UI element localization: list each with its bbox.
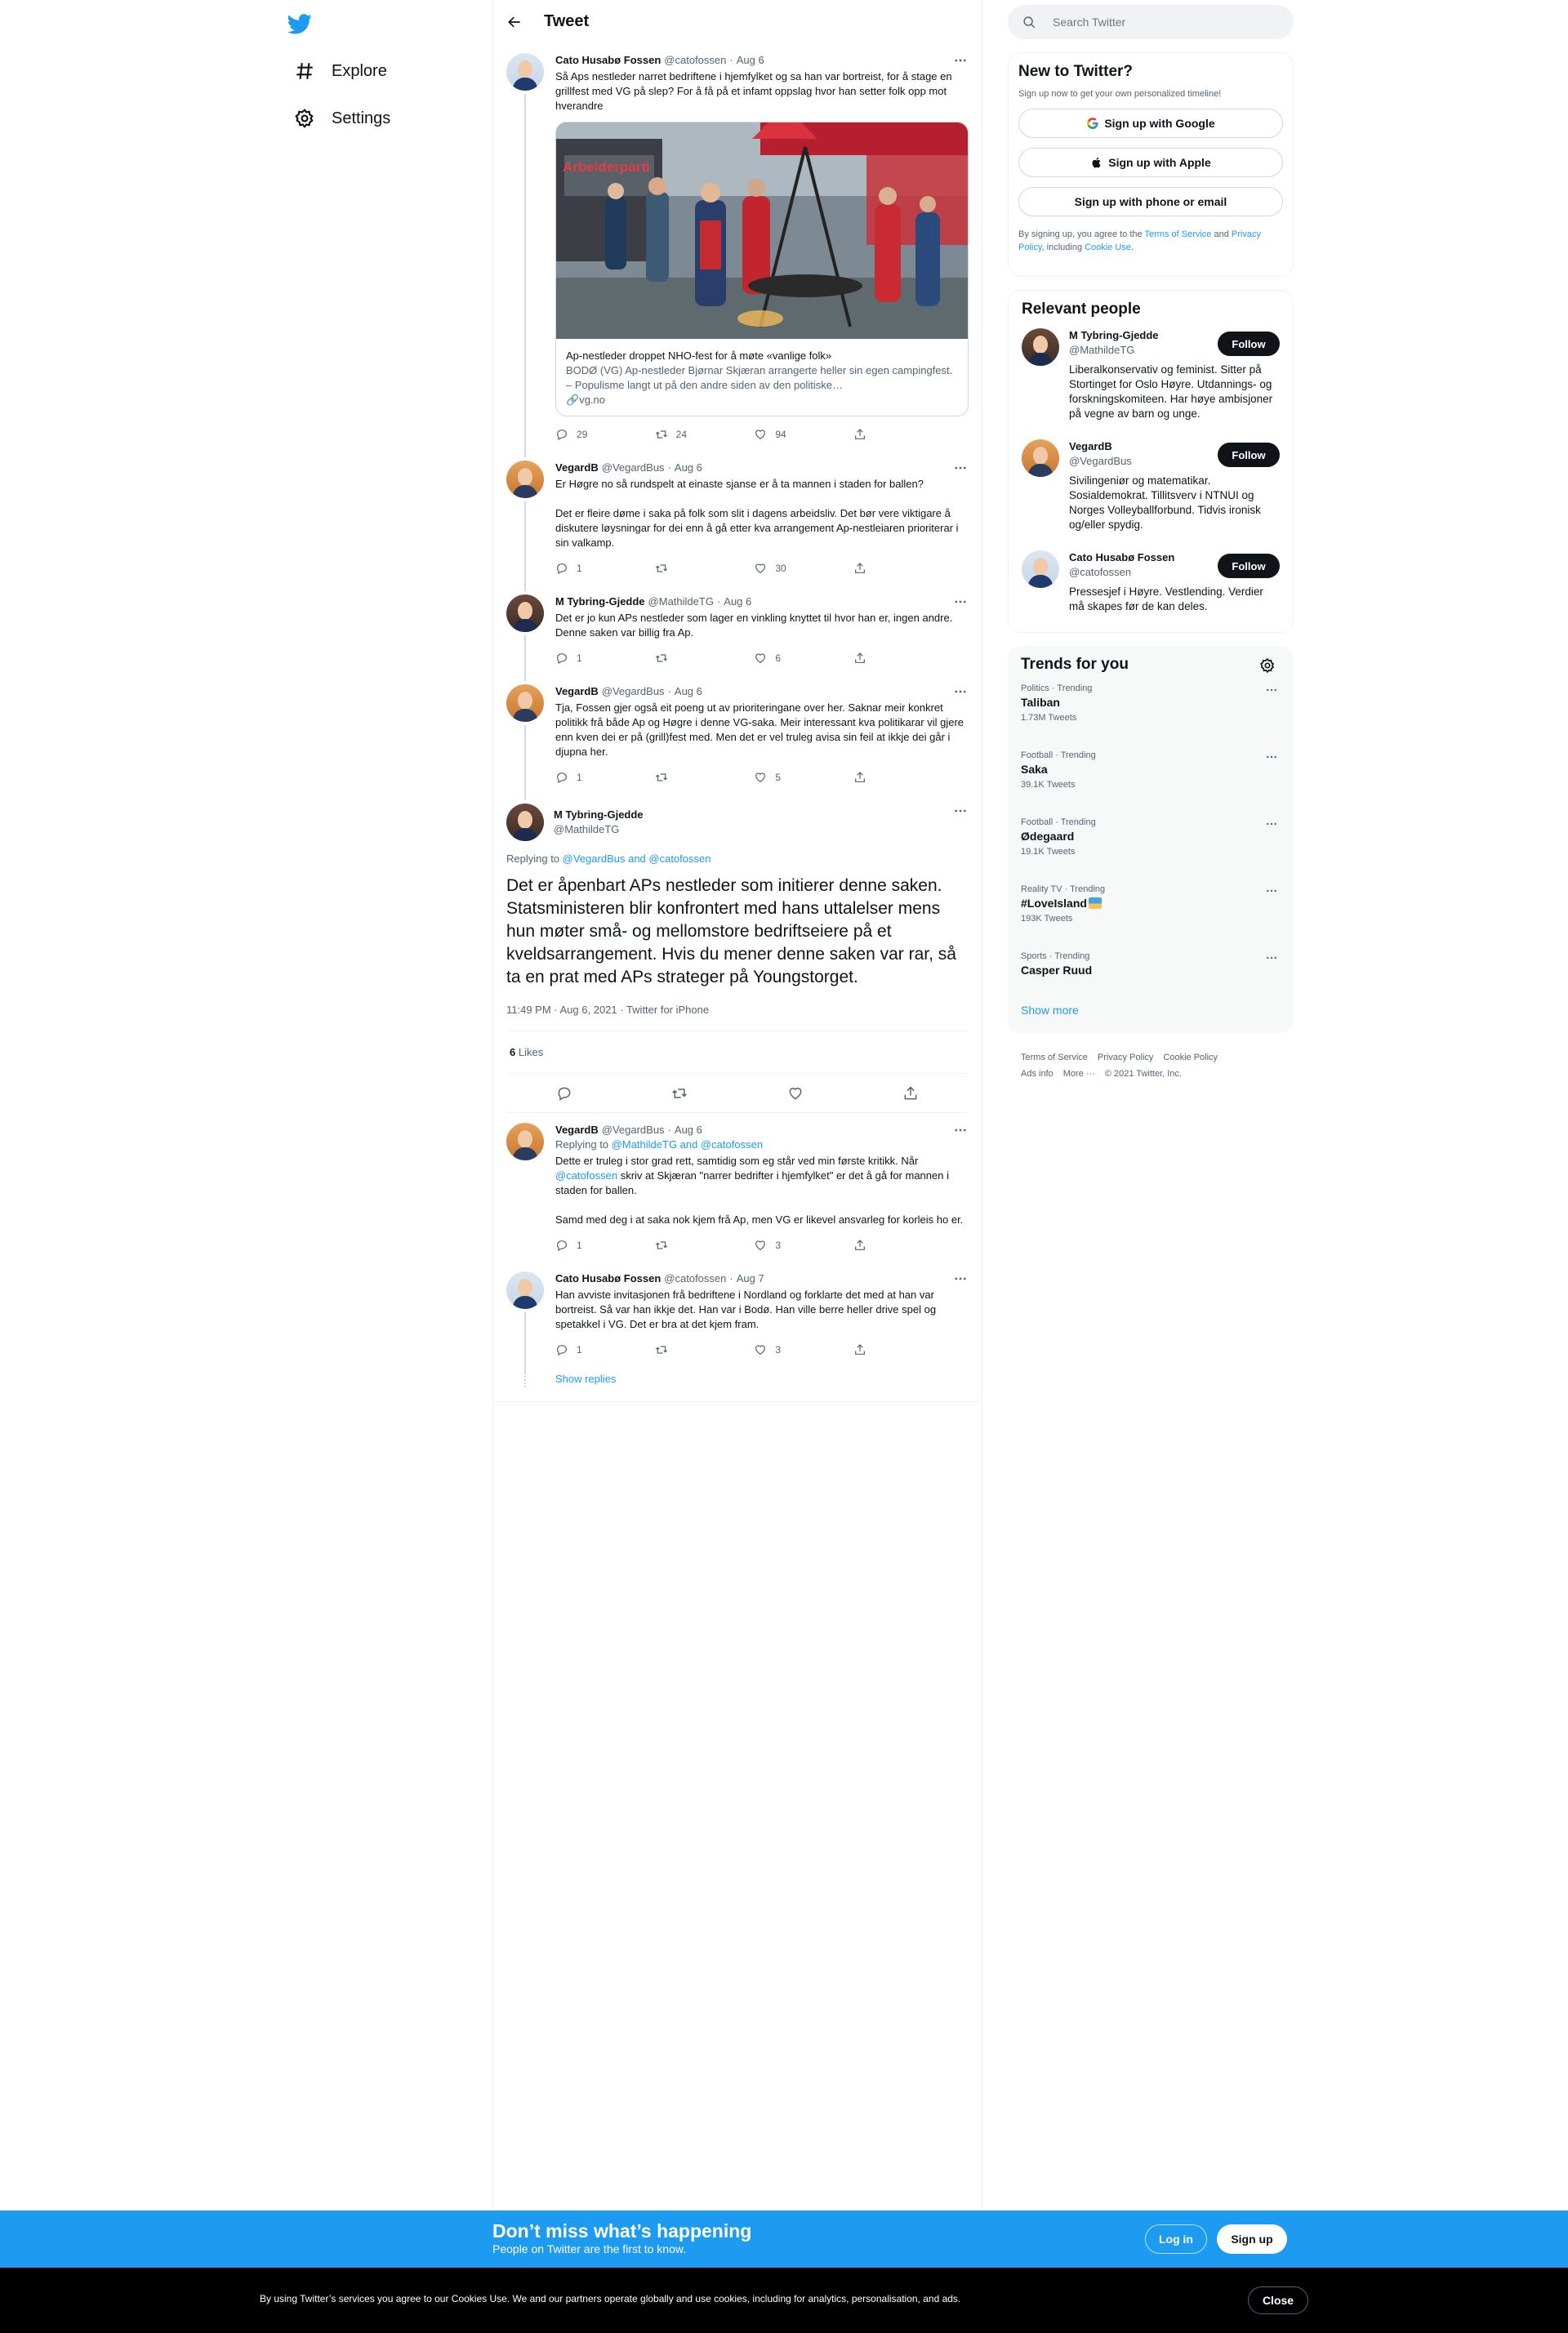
banner-subtitle: People on Twitter are the first to know. (492, 2242, 687, 2255)
focused-tweet (493, 794, 982, 1113)
close-button[interactable]: Close (1248, 2286, 1308, 2314)
avatar[interactable] (506, 53, 544, 91)
author-name[interactable]: Cato Husabø Fossen (555, 1272, 662, 1284)
retweet-button[interactable] (655, 1239, 704, 1252)
nav-explore[interactable] (286, 51, 395, 91)
search-icon (1022, 16, 1036, 29)
page-title: Tweet (544, 12, 590, 30)
retweet-button[interactable] (655, 771, 704, 784)
reply-button[interactable] (555, 652, 604, 665)
trend-name: Casper Ruud (1021, 964, 1093, 977)
share-button[interactable] (853, 771, 902, 784)
tweet-text-part: Dette er truleg i stor grad rett, samtidig som eg står ved min første kritikk. Når (555, 1155, 921, 1167)
footer-ads-link[interactable]: Ads info (1021, 1069, 1054, 1079)
more-options-icon[interactable] (952, 804, 969, 818)
separator-dot: · (667, 685, 671, 697)
trend-name: #LoveIsland (1021, 897, 1087, 910)
replying-to (506, 853, 969, 865)
more-options-icon[interactable] (1264, 884, 1279, 897)
share-icon (853, 1239, 866, 1252)
tweet[interactable] (493, 585, 982, 675)
signup-phone-label: Sign up with phone or email (1074, 195, 1227, 208)
author-handle[interactable]: @catofossen (664, 1272, 727, 1284)
cookie-text: By using Twitter’s services you agree to our Cookies Use. We and our partners operate globally and use cookies, including for analytics, personalisation, and ads. (260, 2293, 961, 2304)
follow-button[interactable]: Follow (1218, 554, 1280, 578)
author-handle[interactable]: @VegardBus (601, 1124, 665, 1136)
follow-button[interactable]: Follow (1218, 443, 1280, 467)
signup-google-label: Sign up with Google (1104, 117, 1215, 130)
avatar[interactable] (506, 1123, 544, 1160)
heart-icon (754, 562, 767, 575)
share-icon (853, 652, 866, 665)
login-button[interactable]: Log in (1145, 2224, 1207, 2254)
likes-summary[interactable] (506, 1031, 969, 1074)
share-button[interactable] (853, 1343, 902, 1356)
trend-name: Taliban (1021, 696, 1060, 709)
reply-count: 1 (577, 563, 582, 574)
heart-icon (754, 652, 767, 665)
heart-icon (754, 428, 767, 441)
link-card[interactable] (555, 122, 969, 416)
arbeiderpartiet-logo: Arbeiderparti (563, 159, 650, 175)
person-handle[interactable]: @catofossen (1069, 566, 1132, 578)
replying-prefix: Replying to (506, 853, 560, 865)
trend-context: Football · Trending (1021, 817, 1096, 827)
person-name[interactable]: M Tybring-Gjedde (1069, 329, 1159, 341)
person-name[interactable]: Cato Husabø Fossen (1069, 551, 1175, 563)
back-arrow-icon[interactable] (506, 14, 523, 30)
footer-copyright: © 2021 Twitter, Inc. (1104, 1069, 1182, 1079)
like-button[interactable] (754, 1239, 803, 1252)
search-input[interactable] (1053, 16, 1265, 29)
legal-text: . (1130, 243, 1134, 252)
reply-icon (555, 652, 568, 665)
more-options-icon[interactable] (1264, 951, 1279, 964)
retweet-button[interactable] (655, 428, 704, 441)
retweet-icon (655, 771, 668, 784)
gear-icon (294, 108, 315, 129)
google-icon (1086, 117, 1099, 130)
replying-users-link[interactable]: @MathildeTG and @catofossen (611, 1138, 764, 1151)
tweet-actions (555, 555, 902, 581)
person-name[interactable]: VegardB (1069, 440, 1112, 452)
show-replies-row (493, 1366, 982, 1402)
tweet-text-part: skriv at Skjæran "narrer bedrifter i hjemfylket" er det å gå for mannen i staden for ballen. Samd med deg i at saka nok kjem frå Ap, men VG er likevel ansvarleg for korleis ho er. (555, 1169, 964, 1226)
tweet-text: Så Aps nestleder narret bedriftene i hjemfylket og sa han var bortreist, for å stage en grillfest med VG på slep? For å få på et infamt oppslag hvor han setter folk opp mot hverandre (555, 70, 956, 112)
trend-count: 39.1K Tweets (1021, 780, 1076, 790)
more-options-icon[interactable] (952, 53, 969, 68)
share-button[interactable] (853, 428, 902, 441)
share-button[interactable] (853, 652, 902, 665)
footer-more-link[interactable]: More ··· (1062, 1069, 1095, 1079)
tweet-date[interactable]: Aug 6 (674, 1124, 702, 1136)
retweet-icon (655, 652, 668, 665)
more-options-icon[interactable] (952, 684, 969, 699)
like-count: 3 (775, 1240, 781, 1251)
author-handle[interactable]: @MathildeTG (554, 823, 620, 835)
person-bio: Pressesjef i Høyre. Vestlending. Verdier må skapes før de kan deles. (1069, 585, 1263, 612)
trends-panel (1008, 646, 1294, 1033)
tweet-actions (555, 764, 902, 790)
signup-apple-label: Sign up with Apple (1108, 156, 1211, 169)
legal-text: By signing up, you agree to the (1018, 229, 1145, 239)
tweet[interactable] (493, 675, 982, 794)
trend-name: Ødegaard (1021, 830, 1075, 843)
twitter-logo-icon[interactable] (287, 11, 312, 36)
tweet-text: Han avviste invitasjonen frå bedriftene i Nordland og forklarte det med at han var bortreist. Så var han ikkje det. Han var i Bodø. Han ville berre heller drive spel og spetakkel i VG. Det er bra at det kjem fram. (555, 1289, 939, 1330)
reply-count: 1 (577, 1344, 582, 1356)
relevant-people-panel (1008, 290, 1294, 633)
trend-count: 19.1K Tweets (1021, 847, 1076, 857)
reply-count: 1 (577, 652, 582, 664)
more-options-icon[interactable] (1264, 683, 1279, 697)
likes-label: Likes (518, 1046, 544, 1058)
cookie-consent-bar (0, 2268, 1568, 2333)
cookie-use-link[interactable]: Cookie Use (1085, 243, 1131, 252)
signup-legal-text (1018, 228, 1283, 254)
new-to-twitter-panel (1008, 52, 1294, 277)
thread-line (524, 1312, 526, 1373)
panel-title: New to Twitter? (1018, 63, 1134, 80)
tweet-date[interactable]: Aug 6 (674, 685, 702, 697)
trend-item[interactable] (1008, 875, 1294, 942)
share-icon (853, 771, 866, 784)
reply-count: 1 (577, 1240, 582, 1251)
reply-icon (555, 428, 568, 441)
beach-emoji-icon (1089, 897, 1102, 909)
tweet-text: Det er jo kun APs nestleder som lager en vinkling knyttet til hvor han er, ingen andre. Denne saken var billig fra Ap. (555, 612, 956, 639)
avatar[interactable] (506, 804, 544, 841)
separator-dot: · (729, 54, 733, 66)
tweet-date[interactable]: Aug 6 (736, 54, 764, 66)
like-count: 6 (775, 652, 781, 664)
replying-users-link[interactable]: @VegardBus and @catofossen (562, 853, 711, 865)
like-button[interactable] (754, 428, 803, 441)
tweet-actions (555, 1337, 902, 1363)
avatar[interactable] (1022, 439, 1059, 477)
like-button[interactable] (754, 652, 803, 665)
author-name[interactable]: Cato Husabø Fossen (555, 54, 662, 66)
thread-line (524, 725, 526, 800)
card-title: Ap-nestleder droppet NHO-fest for å møte «vanlige folk» (566, 350, 832, 362)
replying-to (555, 1138, 969, 1152)
like-button[interactable] (754, 562, 803, 575)
retweet-icon (655, 562, 668, 575)
mention-link[interactable]: @catofossen (555, 1169, 618, 1182)
tweet-date[interactable]: Aug 6 (674, 461, 702, 474)
follow-button[interactable]: Follow (1218, 332, 1280, 356)
author-handle[interactable]: @catofossen (664, 54, 727, 66)
trend-name: Saka (1021, 763, 1048, 776)
more-options-icon[interactable] (952, 1271, 969, 1286)
reply-icon (555, 1343, 568, 1356)
author-handle[interactable]: @MathildeTG (648, 595, 714, 608)
tweet-date[interactable]: Aug 7 (736, 1272, 764, 1284)
trend-item[interactable] (1008, 741, 1294, 808)
show-more-link[interactable]: Show more (1021, 1004, 1079, 1017)
trend-context: Reality TV · Trending (1021, 884, 1106, 894)
tweet-actions (555, 421, 902, 447)
gear-icon[interactable] (1259, 657, 1276, 674)
signup-phone-button[interactable] (1018, 187, 1283, 216)
separator-dot: · (667, 461, 671, 474)
share-icon (853, 1343, 866, 1356)
search-box[interactable] (1008, 5, 1294, 39)
separator-dot: · (667, 1124, 671, 1136)
trend-context: Football · Trending (1021, 750, 1096, 760)
person-bio: Liberalkonservativ og feminist. Sitter på Stortinget for Oslo Høyre. Utdannings- og forskningskomiteen. Har høye ambisjoner på vegne av barn og unge. (1069, 363, 1273, 420)
focused-tweet-text: Det er åpenbart APs nestleder som initierer denne saken. Statsministeren blir konfrontert med hans uttalelser mens hun møter små- og mellomstore bedriftseiere på et kveldsarrangement. Hvis du mener denne saken var rar, så ta en prat med APs strateger på Youngstorget. (506, 876, 956, 986)
like-count: 94 (775, 429, 786, 440)
avatar[interactable] (506, 594, 544, 632)
like-button[interactable] (754, 771, 803, 784)
grill-party-photo (556, 122, 968, 339)
trend-item[interactable] (1008, 674, 1294, 741)
share-button[interactable] (853, 562, 902, 575)
reply-button[interactable] (555, 562, 604, 575)
like-count: 3 (775, 1344, 781, 1356)
author-name[interactable]: VegardB (555, 685, 599, 697)
heart-icon[interactable] (787, 1085, 804, 1102)
trend-item[interactable] (1008, 808, 1294, 875)
more-options-icon[interactable] (952, 594, 969, 609)
thread-line (524, 94, 526, 457)
tweet-text: Er Høgre no så rundspelt at einaste sjanse er å ta mannen i staden for ballen? Det er fleire døme i saka på folk som slit i dagens arbeidsliv. Det bør vere viktigare å diskutere løysningar for dei enn å gå etter kva arrangement Ap-nestleiaren prioriterar i sin valkamp. (555, 478, 959, 549)
person-handle[interactable]: @MathildeTG (1069, 344, 1135, 356)
more-options-icon[interactable] (952, 461, 969, 475)
person-card[interactable] (1009, 430, 1293, 541)
tweet-actions (555, 1232, 902, 1258)
main-header (493, 0, 982, 43)
footer-links (1008, 1049, 1294, 1082)
hashtag-icon (294, 60, 315, 82)
show-replies-link[interactable]: Show replies (555, 1373, 617, 1385)
tweet-actions (555, 645, 902, 671)
retweet-button[interactable] (655, 562, 704, 575)
privacy-link[interactable]: Privacy Policy (1018, 229, 1261, 252)
footer-cookie-link[interactable]: Cookie Policy (1163, 1053, 1218, 1062)
nav-settings-label: Settings (332, 109, 391, 127)
card-image (556, 122, 968, 339)
focused-tweet-actions (506, 1074, 969, 1113)
reply-count: 1 (577, 772, 582, 783)
tweet-text (555, 1154, 969, 1227)
retweet-button[interactable] (655, 1343, 704, 1356)
author-handle[interactable]: @VegardBus (601, 461, 665, 474)
reply-button[interactable] (555, 771, 604, 784)
legal-text: and (1211, 229, 1232, 239)
reply-count: 29 (577, 429, 588, 440)
signup-google-button[interactable] (1018, 109, 1283, 138)
like-count: 30 (775, 563, 786, 574)
reply-icon (555, 562, 568, 575)
like-button[interactable] (754, 1343, 803, 1356)
author-name[interactable]: VegardB (555, 461, 599, 474)
reply-button[interactable] (555, 428, 604, 441)
author-name[interactable]: VegardB (555, 1124, 599, 1136)
trend-context: Politics · Trending (1021, 683, 1093, 693)
trend-item[interactable] (1008, 942, 1294, 995)
likes-count: 6 (510, 1046, 516, 1058)
tweet[interactable] (493, 1113, 982, 1262)
person-card[interactable] (1009, 541, 1293, 622)
tweet[interactable] (493, 451, 982, 585)
signup-banner (0, 2211, 1568, 2268)
card-domain: vg.no (579, 394, 605, 406)
thread-dots (524, 1366, 526, 1387)
nav-explore-label: Explore (332, 61, 387, 80)
reply-button[interactable] (555, 1239, 604, 1252)
author-name[interactable]: M Tybring-Gjedde (555, 595, 645, 608)
trend-context: Sports · Trending (1021, 951, 1090, 961)
share-icon (853, 562, 866, 575)
retweet-icon[interactable] (671, 1085, 688, 1102)
footer-terms-link[interactable]: Terms of Service (1021, 1053, 1088, 1062)
avatar[interactable] (1022, 328, 1059, 366)
more-options-icon[interactable] (1264, 750, 1279, 764)
more-options-icon[interactable] (952, 1123, 969, 1138)
banner-title: Don’t miss what’s happening (492, 2220, 752, 2242)
person-bio: Sivilingeniør og matematikar. Sosialdemokrat. Tillitsverv i NTNUI og Norges Volleyballforbund. Tidvis ironisk og/eller spydig. (1069, 474, 1261, 531)
reply-button[interactable] (555, 1343, 604, 1356)
avatar[interactable] (506, 684, 544, 722)
footer-privacy-link[interactable]: Privacy Policy (1097, 1053, 1154, 1062)
apple-icon (1090, 156, 1103, 169)
separator-dot: · (716, 595, 721, 608)
trend-count: 1.73M Tweets (1021, 713, 1077, 723)
replying-prefix: Replying to (555, 1138, 609, 1151)
retweet-button[interactable] (655, 652, 704, 665)
avatar[interactable] (1022, 550, 1059, 588)
signup-apple-button[interactable] (1018, 148, 1283, 177)
legal-text: , including (1041, 243, 1085, 252)
tweet-date[interactable]: Aug 6 (724, 595, 752, 608)
tweet[interactable] (493, 1262, 982, 1366)
retweet-icon (655, 1343, 668, 1356)
share-button[interactable] (853, 1239, 902, 1252)
heart-icon (754, 1343, 767, 1356)
panel-title: Trends for you (1021, 656, 1129, 673)
share-icon[interactable] (902, 1085, 919, 1102)
nav-settings[interactable] (286, 98, 399, 139)
share-icon (853, 428, 866, 441)
avatar[interactable] (506, 461, 544, 498)
right-sidebar (1008, 0, 1294, 1082)
tweet-text: Tja, Fossen gjer også eit poeng ut av prioriteringane over her. Saknar meir konkret politikk frå både Ap og Høgre i denne VG-saka. Meir interessant kva politikarar vil gjere enn kven dei er på (grill)fest med. Men det er vel truleg avisa sin feil at ikkje dei går i djupna her. (555, 701, 967, 758)
card-description: BODØ (VG) Ap-nestleder Bjørnar Skjæran arrangerte heller sin egen campingfest. – Populisme langt ut på den andre siden av den politiske… (566, 364, 953, 391)
panel-subtitle: Sign up now to get your own personalized timeline! (1018, 89, 1222, 99)
trend-count: 193K Tweets (1021, 914, 1073, 924)
main-column (492, 0, 982, 2211)
like-count: 5 (775, 772, 781, 783)
separator-dot: · (729, 1272, 733, 1284)
tweet[interactable] (493, 43, 982, 451)
avatar[interactable] (506, 1271, 544, 1309)
thread-line (524, 501, 526, 591)
reply-icon (555, 771, 568, 784)
panel-title: Relevant people (1022, 301, 1141, 318)
person-handle[interactable]: @VegardBus (1069, 455, 1132, 467)
person-card[interactable] (1009, 318, 1293, 430)
reply-icon[interactable] (556, 1085, 572, 1102)
tweet-timestamp[interactable]: 11:49 PM · Aug 6, 2021 · Twitter for iPhone (506, 1004, 969, 1031)
author-handle[interactable]: @VegardBus (601, 685, 665, 697)
retweet-icon (655, 1239, 668, 1252)
retweet-count: 24 (675, 429, 688, 440)
retweet-icon (655, 428, 668, 441)
author-name[interactable]: M Tybring-Gjedde (554, 808, 644, 821)
reply-icon (555, 1239, 568, 1252)
card-url: 🔗vg.no (566, 394, 605, 406)
terms-link[interactable]: Terms of Service (1144, 229, 1212, 239)
more-options-icon[interactable] (1264, 817, 1279, 830)
heart-icon (754, 771, 767, 784)
signup-button[interactable]: Sign up (1217, 2224, 1287, 2254)
heart-icon (754, 1239, 767, 1252)
